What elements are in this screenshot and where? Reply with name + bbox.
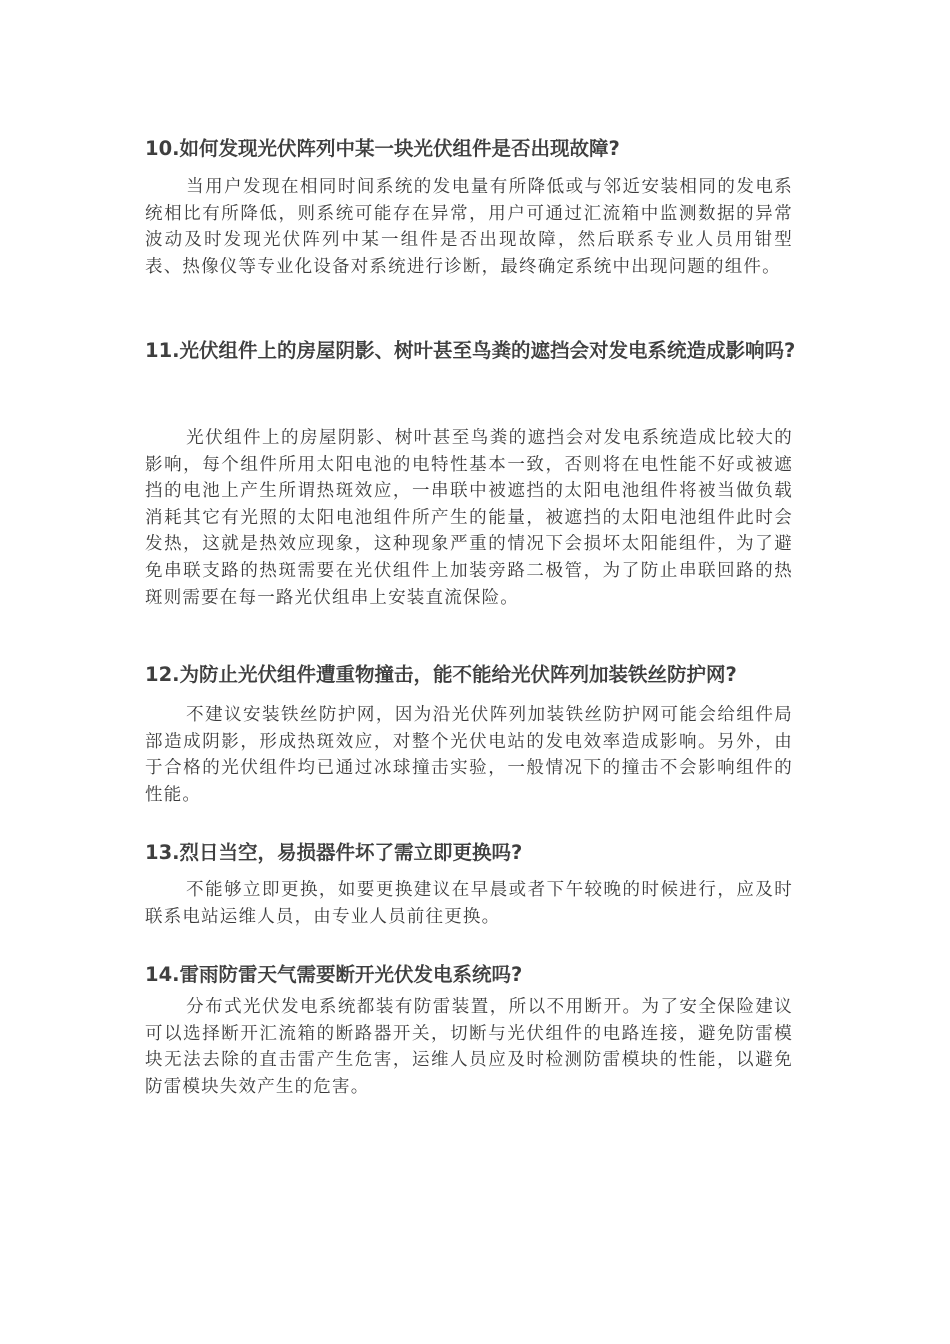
section-heading-13: 13.烈日当空，易损器件坏了需立即更换吗? — [145, 841, 523, 864]
section-heading-11: 11.光伏组件上的房屋阴影、树叶甚至鸟粪的遮挡会对发电系统造成影响吗? — [145, 339, 796, 362]
section-body-11: 光伏组件上的房屋阴影、树叶甚至鸟粪的遮挡会对发电系统造成比较大的影响，每个组件所用太阳电池的电特性基本一致，否则将在电性能不好或被遮挡的电池上产生所谓热斑效应，一串联中被遮挡的太阳电池组件将被当做负载消耗其它有光照的太阳电池组件所产生的能量，被遮挡的太阳电池组件此时会发热，这就是热效应现象，这种现象严重的情况下会损坏太阳能组件，为了避免串联支路的热斑需要在光伏组件上加装旁路二极管，为了防止串联回路的热斑则需要在每一路光伏组串上安装直流保险。 — [145, 428, 793, 608]
section-heading-12: 12.为防止光伏组件遭重物撞击，能不能给光伏阵列加装铁丝防护网? — [145, 663, 737, 686]
section-heading-10: 10.如何发现光伏阵列中某一块光伏组件是否出现故障? — [145, 137, 620, 160]
section-body-12: 不建议安装铁丝防护网，因为沿光伏阵列加装铁丝防护网可能会给组件局部造成阴影，形成热斑效应，对整个光伏电站的发电效率造成影响。另外，由于合格的光伏组件均已通过冰球撞击实验，一般情况下的撞击不会影响组件的性能。 — [145, 705, 793, 805]
section-heading-14: 14.雷雨防雷天气需要断开光伏发电系统吗? — [145, 963, 523, 986]
section-body-14: 分布式光伏发电系统都装有防雷装置，所以不用断开。为了安全保险建议可以选择断开汇流箱的断路器开关，切断与光伏组件的电路连接，避免防雷模块无法去除的直击雷产生危害，运维人员应及时检测防雷模块的性能，以避免防雷模块失效产生的危害。 — [145, 997, 793, 1097]
section-body-10: 当用户发现在相同时间系统的发电量有所降低或与邻近安装相同的发电系统相比有所降低，则系统可能存在异常，用户可通过汇流箱中监测数据的异常波动及时发现光伏阵列中某一组件是否出现故障，然后联系专业人员用钳型表、热像仪等专业化设备对系统进行诊断，最终确定系统中出现问题的组件。 — [145, 177, 793, 277]
section-body-13: 不能够立即更换，如要更换建议在早晨或者下午较晚的时候进行，应及时联系电站运维人员，由专业人员前往更换。 — [145, 880, 793, 927]
